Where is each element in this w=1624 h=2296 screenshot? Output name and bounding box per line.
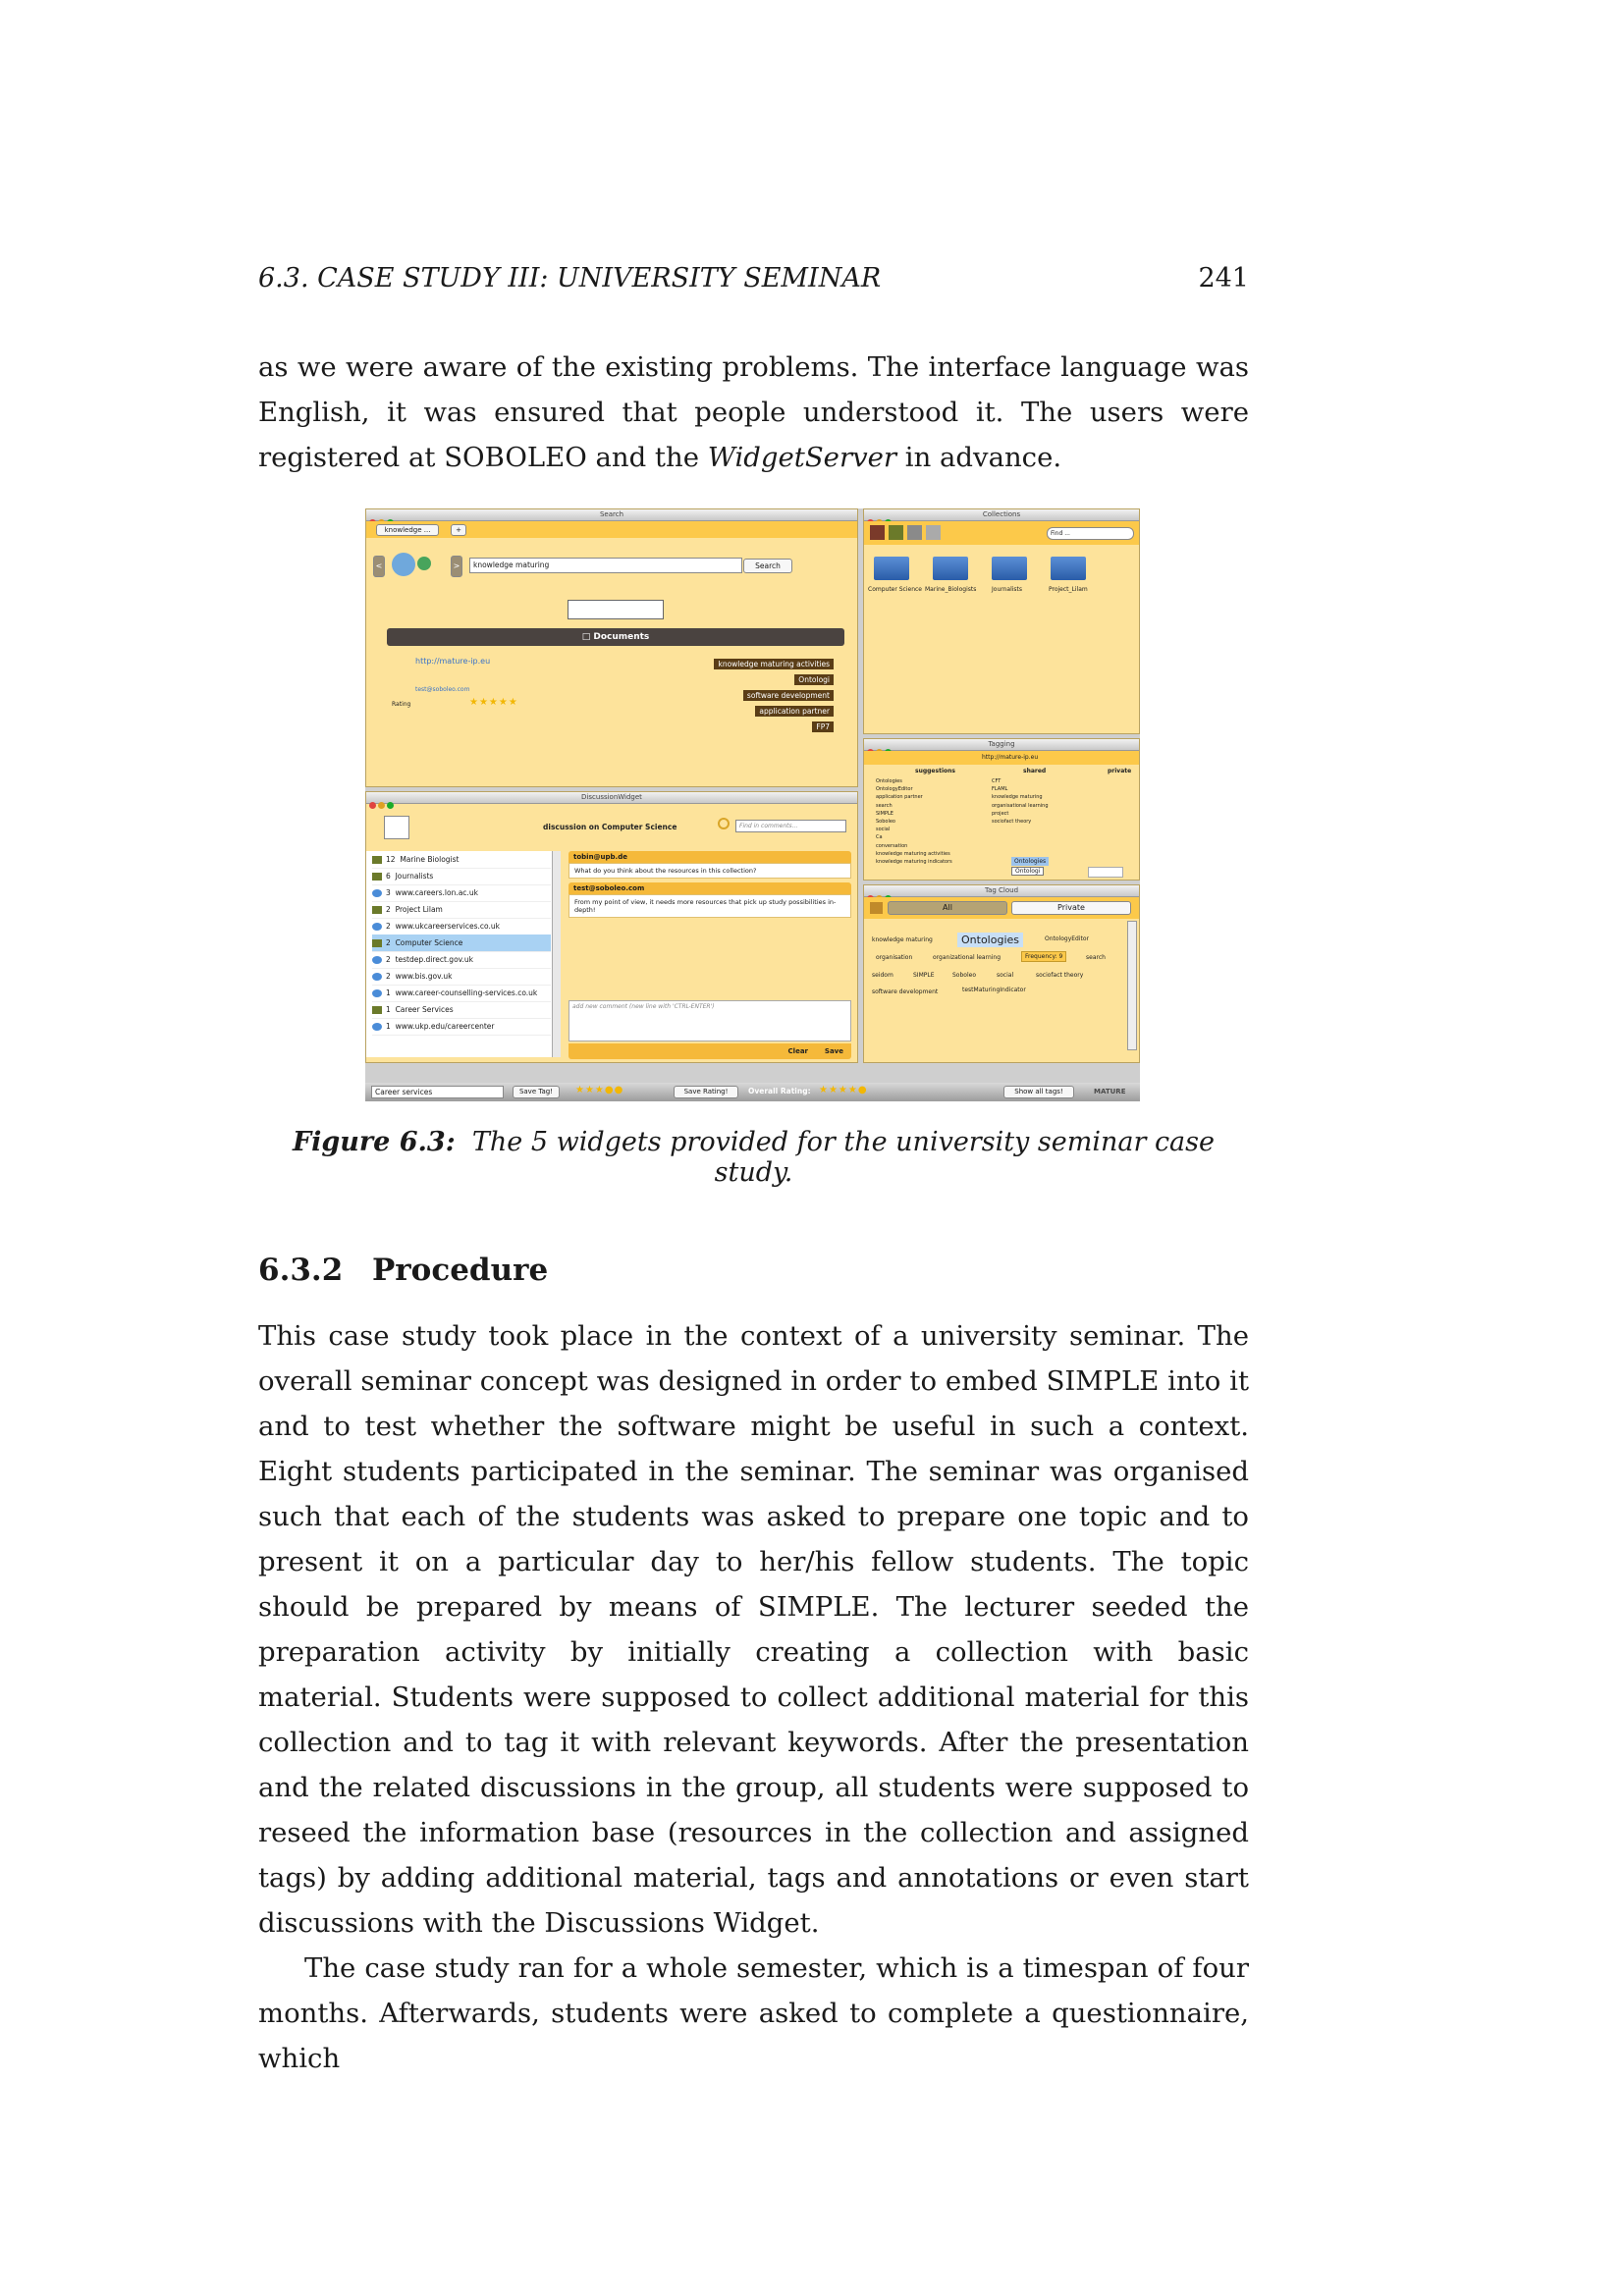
- suggestion-item[interactable]: knowledge maturing indicators: [876, 859, 952, 866]
- search-widget: [365, 508, 858, 787]
- frequency-tooltip: Frequency: 9: [1021, 951, 1066, 962]
- cloud-tag[interactable]: sociofact theory: [1036, 972, 1084, 979]
- discussion-widget: [365, 791, 858, 1063]
- cloud-tag[interactable]: organisation: [876, 954, 913, 961]
- cloud-tag[interactable]: knowledge maturing: [872, 936, 933, 943]
- overall-rating-label: Overall Rating:: [748, 1087, 811, 1095]
- folder-icon[interactable]: [1051, 557, 1086, 580]
- discussion-title: DiscussionWidget: [581, 793, 642, 801]
- save-tag-button[interactable]: Save Tag!: [513, 1086, 560, 1098]
- cloud-tag[interactable]: search: [1086, 954, 1106, 961]
- page-number: 241: [1198, 263, 1249, 294]
- intro-text-1: as we were aware of the existing problems. The interface language was English, it was ensured that people understood it. The users were registered at SOBOLEO and the: [258, 351, 1249, 473]
- header-section: 6.3. CASE STUDY III: UNIVERSITY SEMINAR: [258, 263, 882, 294]
- shared-item[interactable]: organisational learning: [992, 802, 1049, 809]
- rating-stars[interactable]: ★★★●●: [575, 1085, 624, 1095]
- rating-stars[interactable]: ★★★★★: [469, 697, 518, 708]
- discussion-titlebar: [366, 792, 857, 804]
- tagging-widget: [863, 738, 1140, 881]
- toolbar-icon[interactable]: [926, 525, 941, 540]
- shared-list: [992, 777, 1049, 826]
- comment-text: What do you think about the resources in this collection?: [568, 863, 851, 879]
- find-collections-input[interactable]: Find ...: [1047, 527, 1134, 540]
- tag-icon: [870, 902, 883, 914]
- toolbar-icon[interactable]: [870, 525, 885, 540]
- documents-label: Documents: [593, 632, 650, 642]
- suggestion-item[interactable]: conversation: [876, 842, 908, 849]
- tag-chip[interactable]: software development: [743, 690, 834, 701]
- suggestion-item[interactable]: Soboleo: [876, 819, 895, 826]
- user-avatar-icon: [392, 553, 415, 576]
- cloud-tag[interactable]: SIMPLE: [913, 972, 935, 979]
- suggestion-item[interactable]: OntologyEditor: [876, 786, 913, 793]
- suggestion-item[interactable]: SIMPLE: [876, 810, 893, 817]
- running-header: [258, 263, 1249, 294]
- search-input[interactable]: knowledge maturing: [469, 558, 742, 573]
- tag-chip[interactable]: knowledge maturing activities: [714, 659, 834, 669]
- scrollbar[interactable]: [1127, 921, 1137, 1050]
- intro-text-2: in advance.: [896, 442, 1062, 473]
- view-toggle[interactable]: [568, 600, 664, 619]
- list-item[interactable]: 2 www.bis.gov.uk: [372, 968, 551, 986]
- list-item[interactable]: 12 Marine Biologist: [372, 851, 551, 869]
- documents-header: [387, 628, 844, 646]
- list-item[interactable]: 1 Career Services: [372, 1001, 551, 1019]
- suggestion-list: [876, 777, 952, 866]
- list-item[interactable]: 1 www.career-counselling-services.co.uk: [372, 985, 551, 1002]
- list-item-selected[interactable]: 2 Computer Science: [372, 934, 551, 952]
- comment-author: test@soboleo.com: [568, 882, 851, 894]
- private-tag-input[interactable]: [1088, 867, 1123, 878]
- suggestion-item[interactable]: Ontologies: [876, 778, 902, 784]
- cloud-tag[interactable]: software development: [872, 988, 939, 995]
- caption-text: The 5 widgets provided for the university seminar case study.: [471, 1127, 1215, 1188]
- result-email[interactable]: test@soboleo.com: [415, 686, 470, 693]
- comment-input[interactable]: add new comment (new line with 'CTRL-ENTER'): [568, 1000, 851, 1041]
- list-item[interactable]: 6 Journalists: [372, 868, 551, 885]
- clear-button[interactable]: Clear: [787, 1047, 808, 1055]
- caption-label: Figure 6.3:: [293, 1127, 456, 1157]
- folder-icon[interactable]: [874, 557, 909, 580]
- cloud-tag[interactable]: organizational learning: [933, 954, 1001, 961]
- col-shared: shared: [1023, 768, 1047, 774]
- cloud-tag[interactable]: Soboleo: [952, 972, 976, 979]
- overall-rating-stars: ★★★★●: [819, 1085, 868, 1095]
- section-number: 6.3.2: [258, 1253, 344, 1288]
- cloud-tag[interactable]: social: [997, 972, 1014, 979]
- body-paragraph: The case study ran for a whole semester, which is a timespan of four months. Afterwards, students were asked to complete a questionnaire, which: [258, 1952, 1249, 2074]
- discussion-list: [366, 851, 561, 1057]
- list-item[interactable]: 3 www.careers.lon.ac.uk: [372, 884, 551, 902]
- section-title: Procedure: [372, 1253, 549, 1288]
- folder-label: Computer Science: [868, 586, 922, 593]
- col-suggestions: suggestions: [915, 768, 955, 774]
- cloud-tag[interactable]: testMaturingIndicator: [962, 987, 1026, 993]
- cloud-tag[interactable]: OntologyEditor: [1045, 935, 1090, 942]
- folder-icon[interactable]: [992, 557, 1027, 580]
- tab-all[interactable]: All: [888, 901, 1007, 915]
- list-scrollbar[interactable]: [552, 851, 561, 1057]
- intro-paragraph: [258, 345, 1249, 480]
- globe-icon: [417, 557, 431, 570]
- suggestion-item[interactable]: Ca: [876, 834, 883, 841]
- folder-icon[interactable]: [933, 557, 968, 580]
- comment-author: tobin@upb.de: [568, 851, 851, 863]
- search-title: Search: [599, 510, 624, 518]
- shared-item[interactable]: knowledge maturing: [992, 794, 1043, 801]
- suggestion-item[interactable]: knowledge maturing activities: [876, 850, 950, 857]
- search-dropdown[interactable]: knowledge ...: [376, 524, 439, 536]
- rating-footer: [365, 1083, 1140, 1101]
- tag-chip[interactable]: application partner: [755, 706, 834, 717]
- save-rating-button[interactable]: Save Rating!: [674, 1086, 738, 1098]
- tagcloud-widget: [863, 884, 1140, 1063]
- save-comment-button[interactable]: Save: [824, 1047, 843, 1055]
- tag-input[interactable]: Career services: [371, 1086, 504, 1098]
- cloud-tag[interactable]: Ontologies: [957, 933, 1023, 947]
- list-item[interactable]: 2 www.ukcareerservices.co.uk: [372, 918, 551, 935]
- selected-tag-box[interactable]: Ontologi: [1011, 867, 1044, 876]
- tab-private[interactable]: Private: [1011, 901, 1131, 915]
- tag-chip[interactable]: FP7: [812, 721, 834, 732]
- prev-arrow-icon[interactable]: <: [373, 556, 385, 577]
- document-icon: □: [581, 632, 594, 642]
- body-paragraph: This case study took place in the context of a university seminar. The overall seminar concept was designed in order to embed SIMPLE into it and to test whether the software might be useful in such a context. Eight students participated in the seminar. The seminar was organised such that each of the students was asked to prepare one topic and to present it on a particular day to her/his fellow students. The topic should be prepared by means of SIMPLE. The lecturer seeded the preparation activity by initially creating a collection with basic material. Students were supposed to collect additional material for this collection and to tag it with relevant keywords. After the presentation and the related discussions in the group, all students were supposed to reseed the information base (resources in the collection and assigned tags) by adding additional material, tags and annotations or even start discussions with the Discussions Widget.: [258, 1320, 1249, 1939]
- toolbar-icon[interactable]: [889, 525, 903, 540]
- list-item[interactable]: 2 testdep.direct.gov.uk: [372, 951, 551, 969]
- tagcloud-title: Tag Cloud: [984, 886, 1019, 894]
- rating-label: Rating: [392, 701, 411, 708]
- suggestion-item[interactable]: application partner: [876, 794, 923, 801]
- tagging-title: Tagging: [988, 740, 1015, 748]
- folder-label: Project_Lilam: [1049, 586, 1088, 593]
- next-arrow-icon[interactable]: >: [451, 556, 462, 577]
- selected-tag[interactable]: Ontologies: [1011, 857, 1049, 866]
- folder-label: Journalists: [992, 586, 1023, 593]
- shared-item[interactable]: FLAML: [992, 786, 1008, 793]
- folder-label: Marine_Biologists: [925, 586, 977, 593]
- intro-italic: WidgetServer: [707, 442, 897, 473]
- shared-item[interactable]: project: [992, 810, 1009, 817]
- tag-chip[interactable]: Ontologi: [794, 674, 834, 685]
- result-link[interactable]: http://mature-ip.eu: [415, 657, 491, 666]
- mature-logo: MATURE: [1094, 1088, 1126, 1095]
- toolbar-icon[interactable]: [907, 525, 922, 540]
- tagcloud-titlebar: [864, 885, 1139, 897]
- tagging-url: http://mature-ip.eu: [982, 754, 1039, 761]
- figure-caption: [258, 1127, 1249, 1188]
- suggestion-item[interactable]: search: [876, 802, 893, 809]
- comment-actions: [568, 1043, 851, 1059]
- discussion-avatar-icon: [384, 816, 409, 839]
- collections-title: Collections: [982, 510, 1021, 518]
- shared-item[interactable]: CFT: [992, 778, 1001, 784]
- shared-item[interactable]: sociofact theory: [992, 819, 1032, 826]
- comment-text: From my point of view, it needs more resources that pick up study possibilities in-depth!: [568, 894, 851, 918]
- search-icon: [718, 818, 730, 829]
- list-item[interactable]: 2 Project Lilam: [372, 901, 551, 919]
- show-all-tags-button[interactable]: Show all tags!: [1003, 1086, 1074, 1098]
- collections-titlebar: [864, 509, 1139, 521]
- comment-thread: [568, 851, 851, 918]
- cloud-tag[interactable]: seidom: [872, 972, 893, 979]
- search-button[interactable]: Search: [743, 559, 792, 573]
- procedure-body: [258, 1313, 1249, 2081]
- suggestion-item[interactable]: social: [876, 827, 891, 833]
- find-comments-input[interactable]: Find in comments...: [735, 820, 846, 832]
- tagging-titlebar: [864, 739, 1139, 751]
- search-titlebar: [366, 509, 857, 521]
- discussion-heading: discussion on Computer Science: [543, 823, 677, 831]
- collections-widget: [863, 508, 1140, 734]
- add-button[interactable]: +: [451, 524, 466, 536]
- col-private: private: [1108, 768, 1132, 774]
- section-heading: [258, 1253, 548, 1288]
- list-item[interactable]: 1 www.ukp.edu/careercenter: [372, 1018, 551, 1036]
- figure-screenshot: [365, 508, 1140, 1101]
